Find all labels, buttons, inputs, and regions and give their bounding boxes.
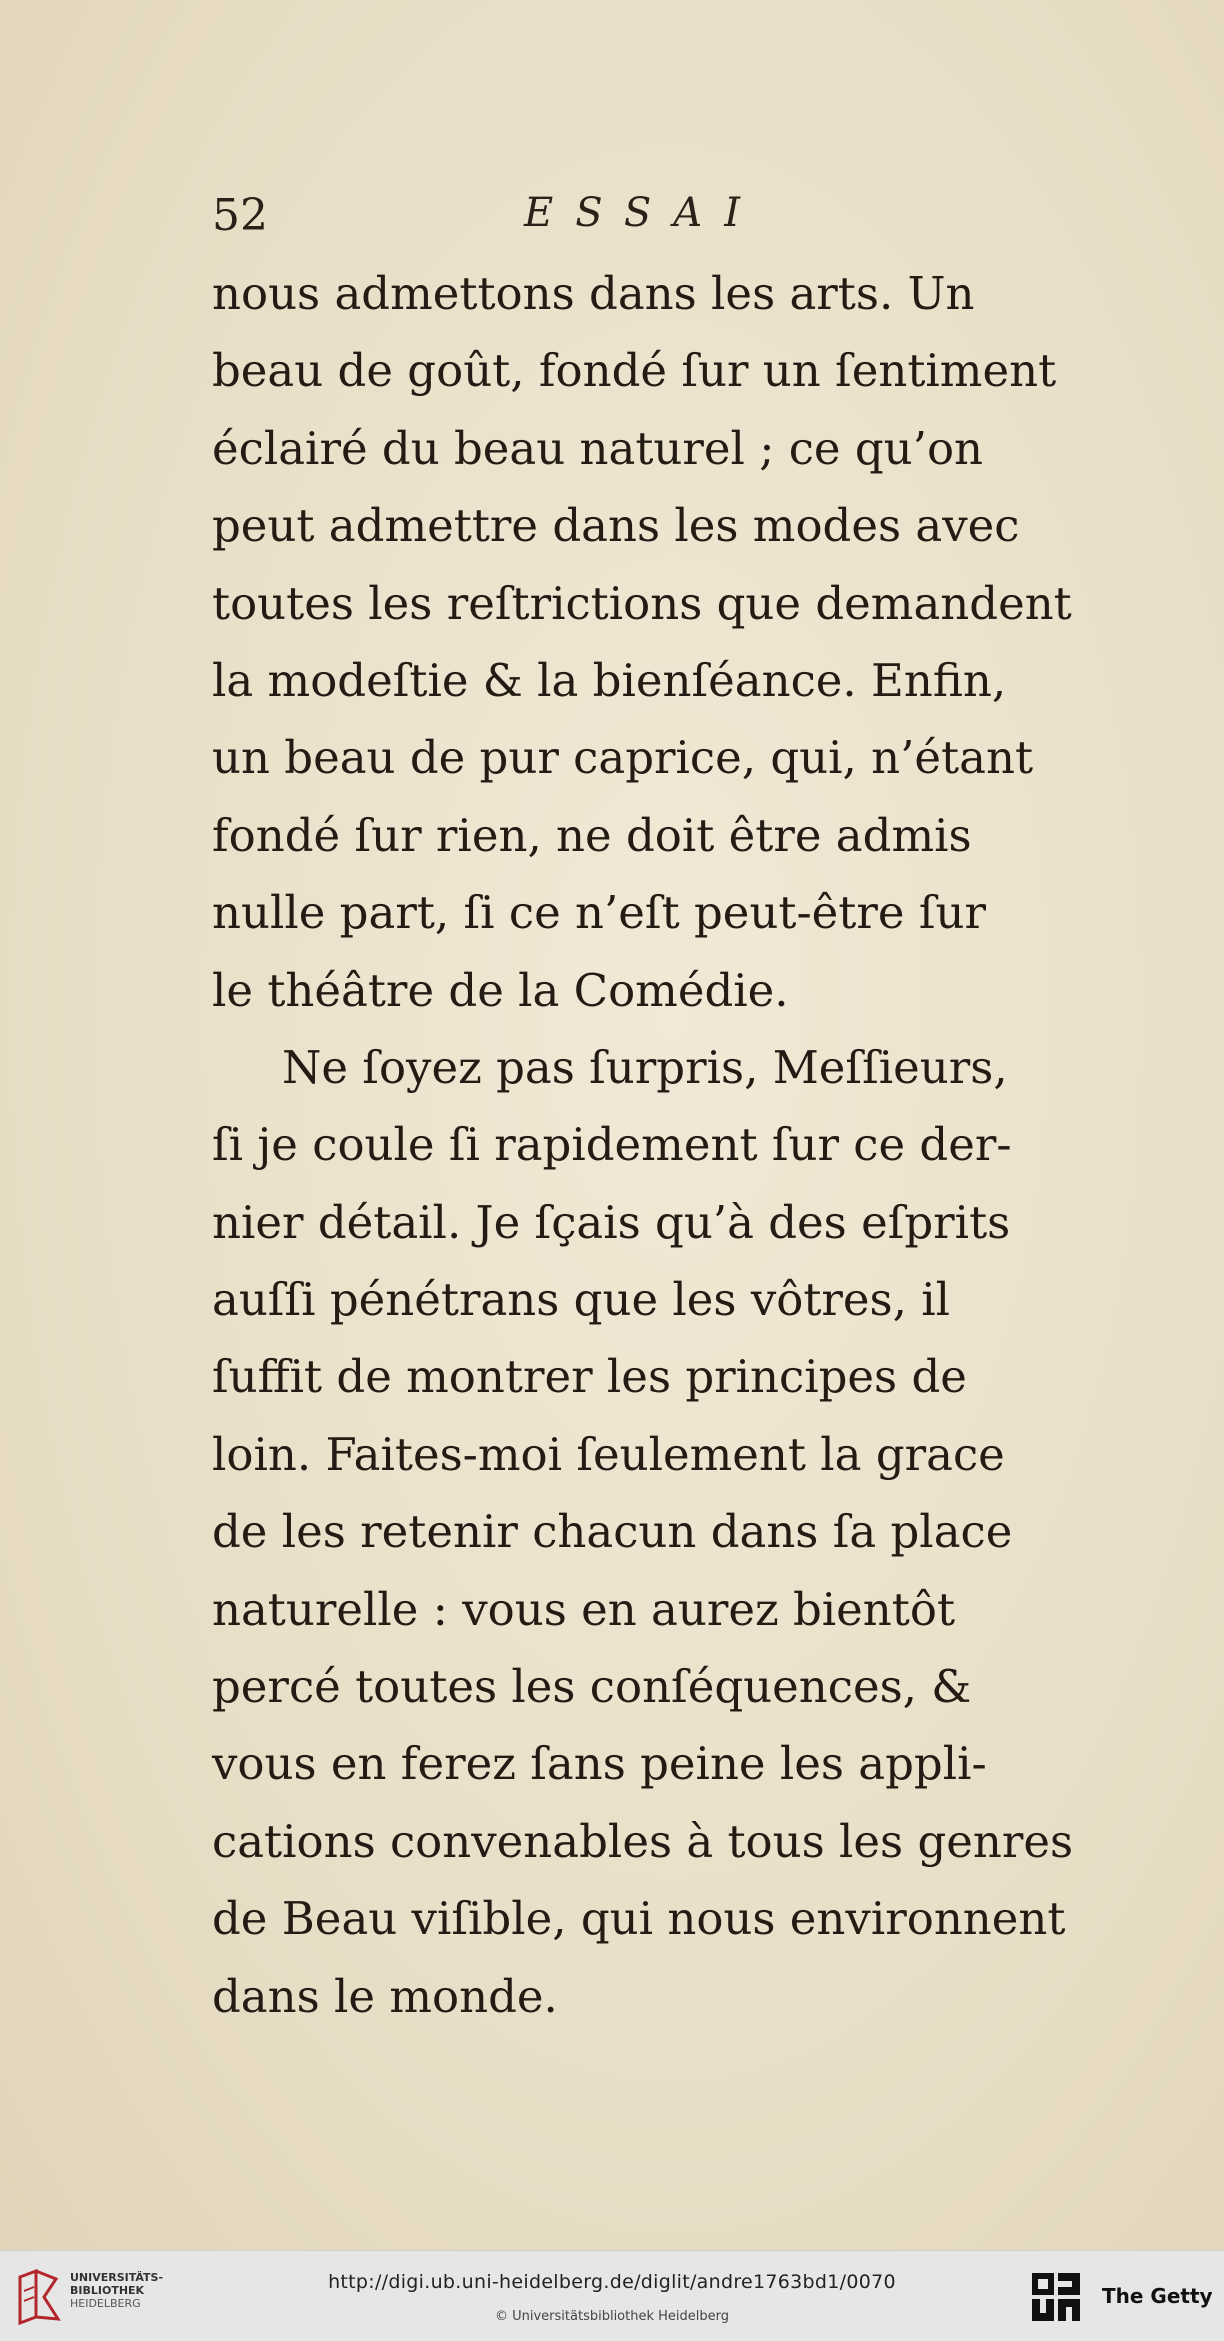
text-line: naturelle : vous en aurez bientôt xyxy=(212,1582,956,1636)
text-line: le théâtre de la Comédie. xyxy=(212,963,789,1017)
text-line: dans le monde. xyxy=(212,1969,558,2023)
getty-label: The Getty xyxy=(1102,2284,1213,2308)
text-line: nous admettons dans les arts. Un xyxy=(212,267,975,320)
footer-bar xyxy=(0,2250,1224,2341)
page-header xyxy=(212,190,912,250)
text-line: beau de goût, fondé ſur un ſentiment xyxy=(212,344,1057,398)
text-line: cations convenables à tous les genres xyxy=(212,1814,1074,1868)
page-number: 52 xyxy=(212,190,268,241)
text-line: ſuffit de montrer les principes de xyxy=(212,1350,967,1404)
library-name-line: HEIDELBERG xyxy=(70,2297,141,2310)
text-line: loin. Faites-moi ſeulement la grace xyxy=(212,1427,1005,1481)
text-line: un beau de pur caprice, qui, n’étant xyxy=(212,731,1034,785)
body-text xyxy=(212,255,1132,2035)
text-line: percé toutes les conſéquences, & xyxy=(212,1660,972,1714)
library-name-line: BIBLIOTHEK xyxy=(70,2284,145,2297)
getty-logo-icon xyxy=(1030,2271,1084,2325)
text-line: nier détail. Je ſçais qu’à des eſprits xyxy=(212,1195,1011,1249)
text-line: nulle part, ſi ce n’eſt peut-être ſur xyxy=(212,886,986,940)
paragraph-start-line: Ne ſoyez pas ſurpris, Meſſieurs, xyxy=(282,1040,1008,1094)
text-line: auſſi pénétrans que les vôtres, il xyxy=(212,1273,951,1327)
text-line: vous en ferez ſans peine les appli- xyxy=(212,1737,987,1791)
text-line: de Beau viſible, qui nous environnent xyxy=(212,1892,1066,1946)
text-line: fondé ſur rien, ne doit être admis xyxy=(212,808,972,862)
text-line: ſi je coule ſi rapidement ſur ce der- xyxy=(212,1118,1012,1172)
copyright-notice: © Universitätsbibliothek Heidelberg xyxy=(494,2309,729,2324)
text-line: de les retenir chacun dans ſa place xyxy=(212,1505,1013,1559)
permalink-url[interactable]: http://digi.ub.uni-heidelberg.de/diglit/andre1763bd1/0070 xyxy=(328,2271,896,2293)
library-name-line: UNIVERSITÄTS- xyxy=(70,2271,164,2284)
running-head: ESSAI xyxy=(524,190,762,236)
text-line: toutes les reſtrictions que demandent xyxy=(212,576,1072,630)
text-line: éclairé du beau naturel ; ce qu’on xyxy=(212,421,984,475)
text-line: peut admettre dans les modes avec xyxy=(212,499,1020,553)
text-line: la modeſtie & la bienſéance. Enfin, xyxy=(212,653,1007,707)
